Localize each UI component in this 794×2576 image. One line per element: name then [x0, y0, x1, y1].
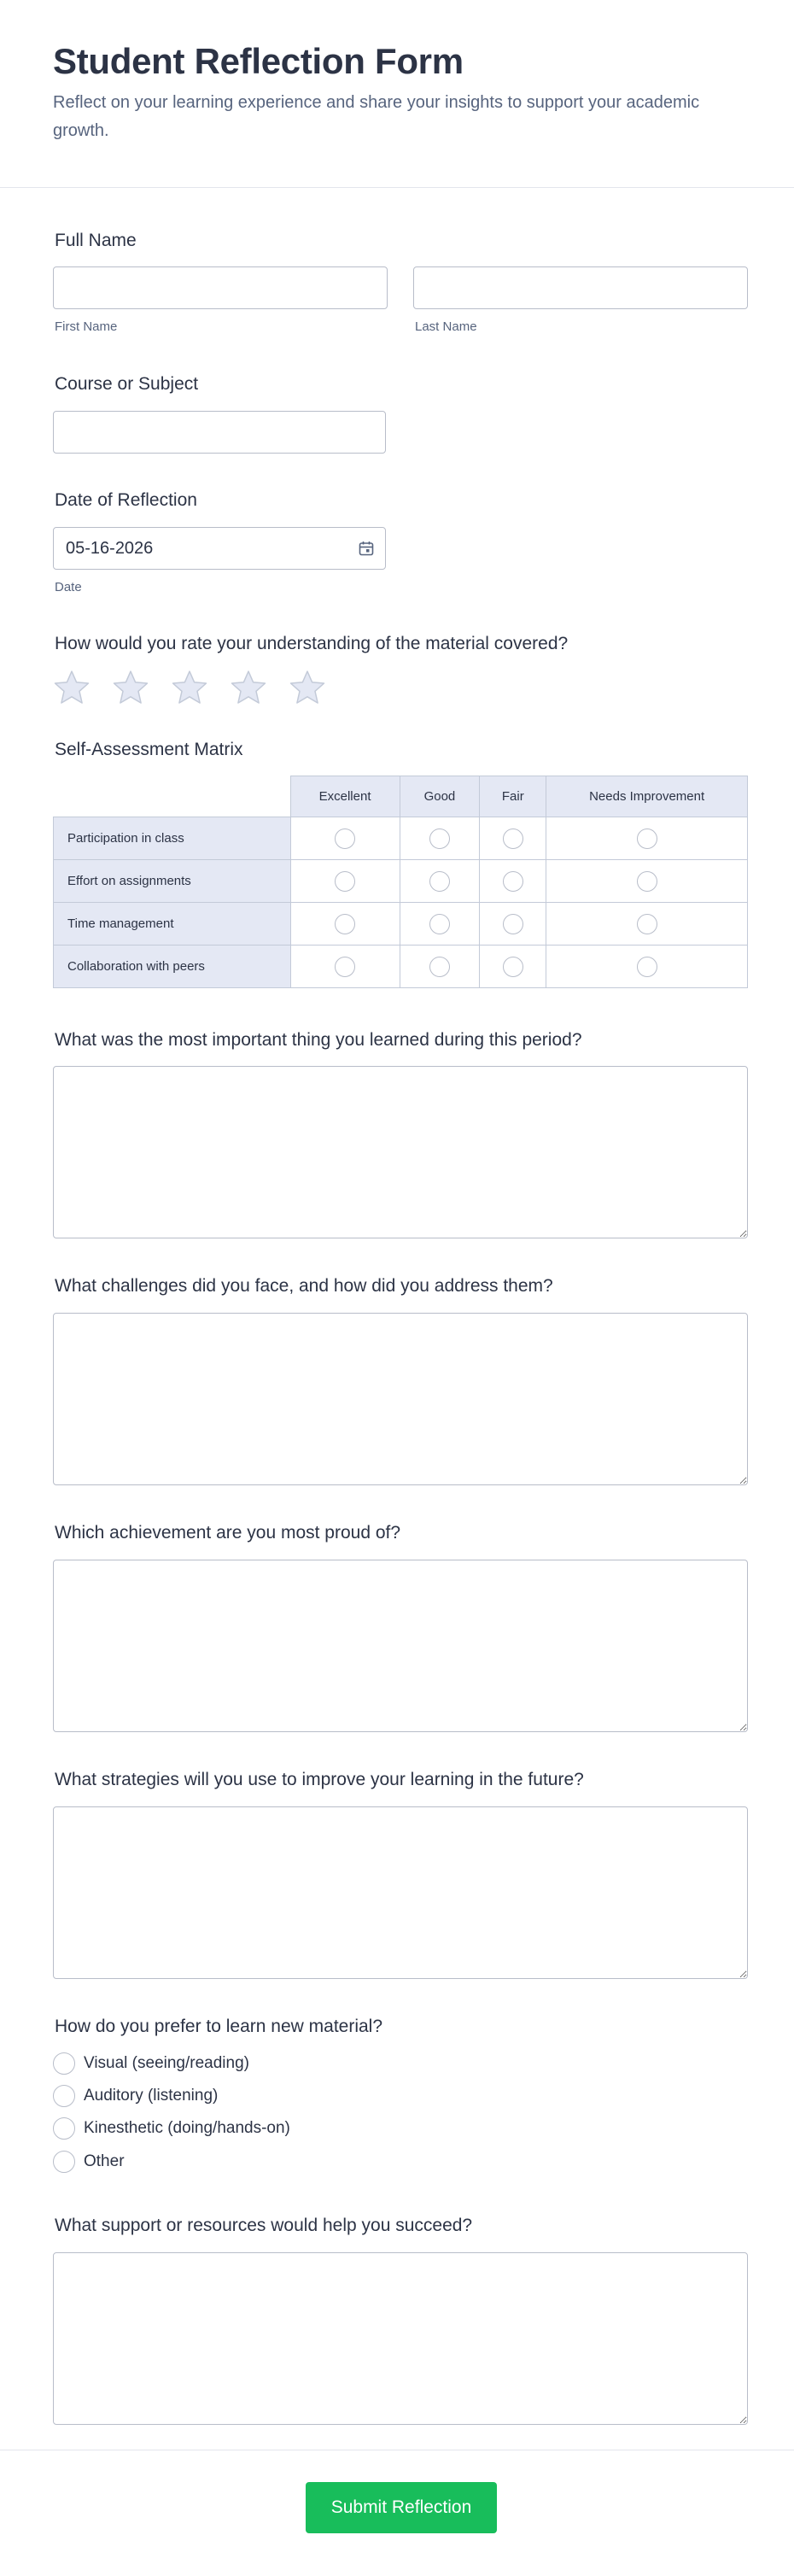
page-title: Student Reflection Form	[53, 41, 464, 81]
matrix-row	[54, 903, 748, 946]
star-icon[interactable]	[289, 669, 326, 706]
self-assessment-matrix	[53, 776, 748, 988]
page-subtitle: Reflect on your learning experience and share your insights to support your academic growth.	[53, 93, 700, 140]
option-label: Other	[84, 2152, 125, 2170]
full-name-label: Full Name	[55, 231, 137, 250]
matrix-row	[54, 860, 748, 903]
matrix-column-header: Good	[400, 776, 480, 817]
learning-pref-label: How do you prefer to learn new material?	[55, 2017, 383, 2036]
matrix-radio[interactable]	[637, 914, 657, 934]
matrix-radio[interactable]	[637, 957, 657, 977]
learning-option[interactable]	[53, 2084, 218, 2108]
challenges-textarea[interactable]	[53, 1313, 748, 1485]
option-radio[interactable]	[53, 2151, 75, 2173]
star-icon[interactable]	[230, 669, 267, 706]
matrix-radio[interactable]	[335, 957, 355, 977]
support-label: What support or resources would help you succeed?	[55, 2216, 473, 2235]
learned-label: What was the most important thing you learned during this period?	[55, 1030, 582, 1050]
matrix-row	[54, 946, 748, 988]
matrix-radio[interactable]	[429, 871, 450, 892]
matrix-radio[interactable]	[503, 871, 523, 892]
calendar-icon[interactable]	[359, 541, 374, 556]
option-label: Visual (seeing/reading)	[84, 2054, 249, 2072]
course-input[interactable]	[53, 411, 386, 454]
matrix-corner	[54, 776, 291, 817]
strategies-textarea[interactable]	[53, 1806, 748, 1979]
option-radio[interactable]	[53, 2052, 75, 2075]
date-field	[53, 527, 386, 570]
star-icon[interactable]	[171, 669, 208, 706]
date-input[interactable]	[53, 527, 386, 570]
matrix-row-label: Participation in class	[54, 817, 291, 860]
matrix-row-label: Collaboration with peers	[54, 946, 291, 988]
rating-label: How would you rate your understanding of the material covered?	[55, 634, 569, 653]
last-name-sublabel: Last Name	[415, 319, 477, 334]
support-textarea[interactable]	[53, 2252, 748, 2425]
date-sublabel: Date	[55, 580, 82, 594]
learning-option[interactable]	[53, 2116, 290, 2140]
option-radio[interactable]	[53, 2117, 75, 2140]
matrix-radio[interactable]	[335, 871, 355, 892]
matrix-radio[interactable]	[637, 828, 657, 849]
matrix-row-label: Effort on assignments	[54, 860, 291, 903]
matrix-row-label: Time management	[54, 903, 291, 946]
star-icon[interactable]	[112, 669, 149, 706]
matrix-radio[interactable]	[429, 828, 450, 849]
last-name-input[interactable]	[413, 266, 748, 309]
matrix-radio[interactable]	[503, 957, 523, 977]
strategies-label: What strategies will you use to improve your learning in the future?	[55, 1770, 584, 1789]
matrix-radio[interactable]	[429, 914, 450, 934]
matrix-column-header: Excellent	[290, 776, 400, 817]
matrix-radio[interactable]	[637, 871, 657, 892]
option-radio[interactable]	[53, 2085, 75, 2107]
learning-option[interactable]	[53, 2052, 249, 2075]
matrix-radio[interactable]	[503, 828, 523, 849]
matrix-radio[interactable]	[429, 957, 450, 977]
submit-button[interactable]: Submit Reflection	[306, 2482, 497, 2533]
form-header	[0, 0, 794, 188]
first-name-input[interactable]	[53, 266, 388, 309]
matrix-radio[interactable]	[335, 828, 355, 849]
first-name-sublabel: First Name	[55, 319, 118, 334]
achievement-label: Which achievement are you most proud of?	[55, 1523, 401, 1543]
matrix-row	[54, 817, 748, 860]
option-label: Kinesthetic (doing/hands-on)	[84, 2119, 290, 2137]
achievement-textarea[interactable]	[53, 1560, 748, 1732]
course-label: Course or Subject	[55, 374, 199, 394]
option-label: Auditory (listening)	[84, 2087, 219, 2105]
matrix-column-header: Fair	[480, 776, 546, 817]
matrix-radio[interactable]	[503, 914, 523, 934]
matrix-column-header: Needs Improvement	[546, 776, 748, 817]
challenges-label: What challenges did you face, and how did you address them?	[55, 1276, 553, 1296]
learning-option[interactable]	[53, 2150, 125, 2174]
matrix-radio[interactable]	[335, 914, 355, 934]
matrix-label: Self-Assessment Matrix	[55, 740, 243, 759]
learned-textarea[interactable]	[53, 1066, 748, 1238]
star-icon[interactable]	[53, 669, 90, 706]
date-label: Date of Reflection	[55, 490, 197, 510]
